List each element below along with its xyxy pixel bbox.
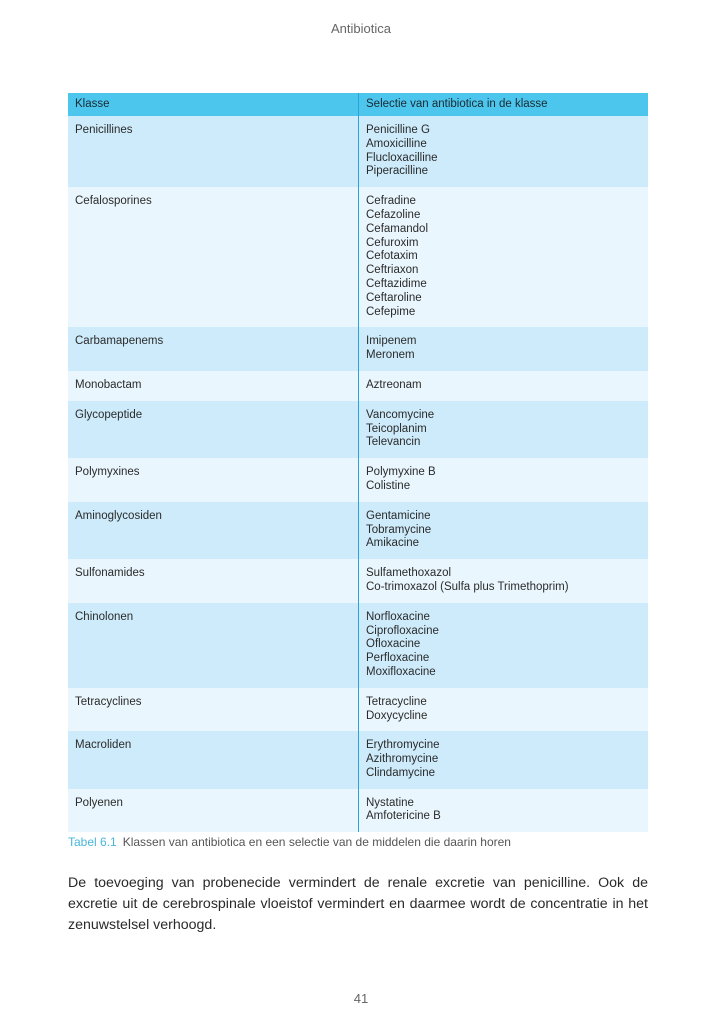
table-row <box>68 116 648 187</box>
antibiotic-item: Ceftaroline <box>366 291 422 304</box>
antibiotic-item: Co-trimoxazol (Sulfa plus Trimethoprim) <box>366 580 569 593</box>
antibiotic-item: Amikacine <box>366 537 420 550</box>
antibiotic-item: Amoxicilline <box>366 137 427 150</box>
antibiotic-item: Cefepime <box>366 305 416 318</box>
table-row <box>68 688 648 732</box>
antibiotic-item: Gentamicine <box>366 509 431 522</box>
antibiotic-item: Cefamandol <box>366 222 429 235</box>
caption-text: Klassen van antibiotica en een selectie van de middelen die daarin horen <box>122 835 511 849</box>
class-name-cell: Macroliden <box>75 739 132 752</box>
antibiotics-cell <box>358 603 648 688</box>
antibiotic-item: Ofloxacine <box>366 638 421 651</box>
antibiotic-item: Tetracycline <box>366 695 427 708</box>
header-klasse: Klasse <box>75 98 110 110</box>
antibiotic-item: Vancomycine <box>366 408 435 421</box>
antibiotic-item: Ceftriaxon <box>366 264 419 277</box>
table-row <box>68 603 648 688</box>
table-header <box>68 93 648 116</box>
page-number: 41 <box>353 991 369 1006</box>
antibiotics-cell <box>358 401 648 458</box>
class-name-cell: Monobactam <box>75 378 142 391</box>
antibiotics-cell <box>358 116 648 187</box>
antibiotic-item: Televancin <box>366 436 421 449</box>
antibiotic-item: Ciprofloxacine <box>366 624 439 637</box>
antibiotic-item: Polymyxine B <box>366 466 436 479</box>
table-row <box>68 327 648 371</box>
table-row <box>68 371 648 401</box>
antibiotic-item: Cefuroxim <box>366 236 419 249</box>
antibiotics-cell <box>358 502 648 559</box>
antibiotic-item: Clindamycine <box>366 766 436 779</box>
antibiotic-item: Flucloxacilline <box>366 151 438 164</box>
antibiotics-cell <box>358 731 648 788</box>
antibiotic-item: Nystatine <box>366 796 414 809</box>
table-row <box>68 731 648 788</box>
antibiotic-item: Imipenem <box>366 335 417 348</box>
table-row <box>68 458 648 502</box>
antibiotic-item: Cefazoline <box>366 208 421 221</box>
antibiotic-item: Amfotericine B <box>366 810 441 823</box>
class-name-cell: Sulfonamides <box>75 567 145 580</box>
table-row <box>68 559 648 603</box>
caption-label: Tabel 6.1 <box>68 835 117 849</box>
class-name-cell: Polyenen <box>75 796 123 809</box>
table-body <box>68 116 648 832</box>
table-caption <box>68 835 511 849</box>
antibiotic-item: Moxifloxacine <box>366 665 436 678</box>
table-row <box>68 502 648 559</box>
class-name-cell: Tetracyclines <box>75 695 142 708</box>
antibiotic-item: Perfloxacine <box>366 652 430 665</box>
antibiotic-item: Tobramycine <box>366 523 432 536</box>
table-row <box>68 401 648 458</box>
antibiotic-item: Norfloxacine <box>366 610 430 623</box>
antibiotics-cell <box>358 789 648 833</box>
header-selectie: Selectie van antibiotica in de klasse <box>358 93 648 116</box>
class-name-cell: Carbamapenems <box>75 335 164 348</box>
antibiotics-table <box>68 93 648 832</box>
running-head: Antibiotica <box>331 21 391 36</box>
antibiotic-item: Azithromycine <box>366 753 439 766</box>
antibiotic-item: Meronem <box>366 349 415 362</box>
antibiotic-item: Erythromycine <box>366 739 440 752</box>
antibiotic-item: Teicoplanim <box>366 422 427 435</box>
antibiotics-cell <box>358 187 648 327</box>
antibiotic-item: Cefradine <box>366 195 416 208</box>
class-name-cell: Penicillines <box>75 124 133 136</box>
table-row <box>68 187 648 327</box>
antibiotic-item: Piperacilline <box>366 165 429 178</box>
antibiotic-item: Colistine <box>366 479 411 492</box>
antibiotic-item: Penicilline G <box>366 124 430 136</box>
antibiotic-item: Aztreonam <box>366 378 422 391</box>
class-name-cell: Aminoglycosiden <box>75 509 162 522</box>
antibiotics-cell <box>358 458 648 502</box>
class-name-cell: Glycopeptide <box>75 408 143 421</box>
antibiotic-item: Doxycycline <box>366 709 428 722</box>
antibiotics-cell <box>358 371 648 401</box>
class-name-cell: Chinolonen <box>75 610 134 623</box>
table-row <box>68 789 648 833</box>
antibiotics-cell <box>358 688 648 732</box>
antibiotic-item: Ceftazidime <box>366 277 427 290</box>
antibiotic-item: Cefotaxim <box>366 250 418 263</box>
antibiotics-cell <box>358 327 648 371</box>
body-paragraph: De toevoeging van probenecide vermindert de renale excretie van penicilline. Ook de excretie uit de cerebrospinale vloeistof vermindert en daarmee wordt de concentratie in het zenuwstelsel verhoogd. <box>68 875 648 933</box>
class-name-cell: Cefalosporines <box>75 195 152 208</box>
antibiotics-cell <box>358 559 648 603</box>
class-name-cell: Polymyxines <box>75 466 140 479</box>
antibiotic-item: Sulfamethoxazol <box>366 567 452 580</box>
